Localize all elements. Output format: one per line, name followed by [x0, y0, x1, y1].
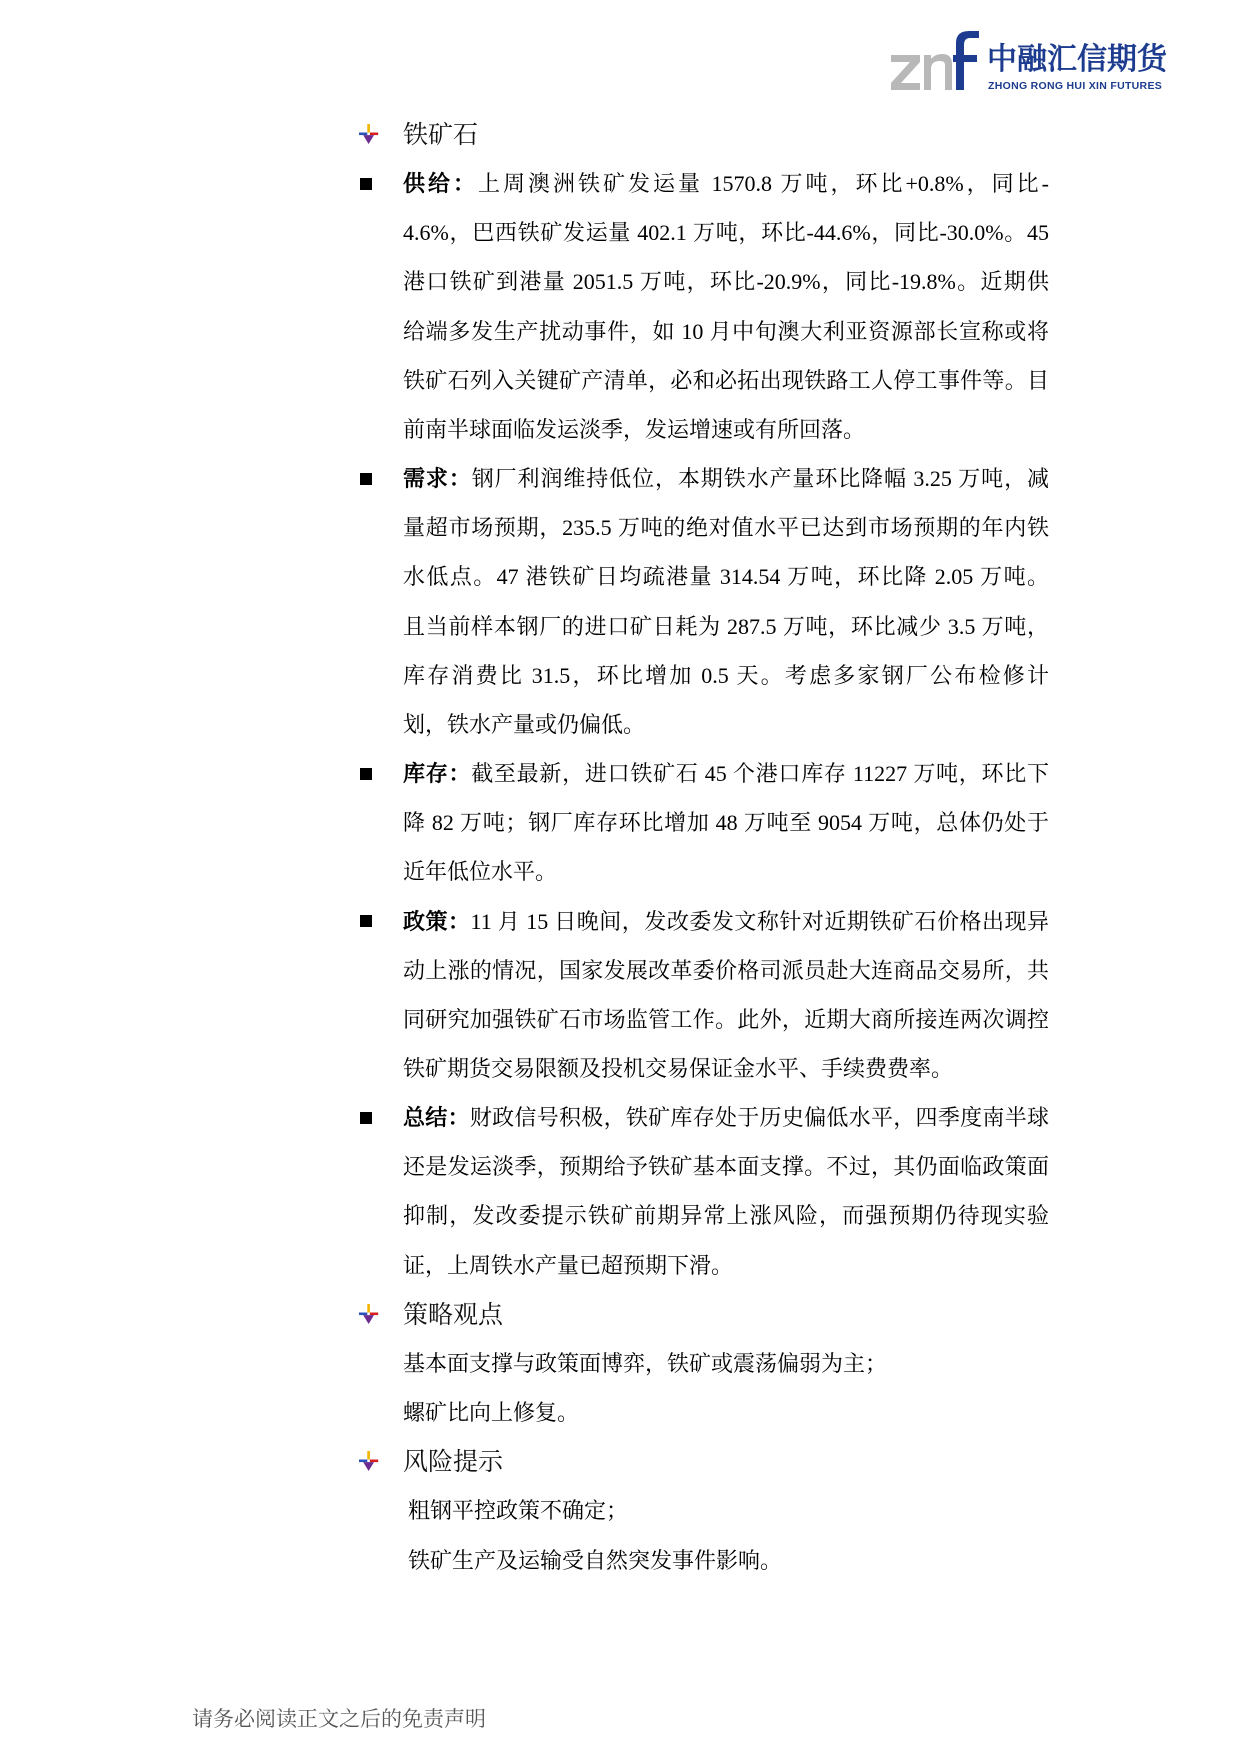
paragraph-line: 划，铁水产量或仍偏低。	[403, 711, 646, 737]
paragraph-label: 政策：	[403, 908, 471, 934]
company-logo	[889, 28, 1189, 94]
paragraph-line: 铁矿期货交易限额及投机交易保证金水平、手续费费率。	[403, 1055, 954, 1081]
four-color-arrow-bullet-icon	[358, 124, 379, 145]
paragraph-label: 需求：	[403, 466, 472, 492]
paragraph-line	[403, 159, 1049, 208]
risk-line: 粗钢平控政策不确定；	[408, 1498, 629, 1524]
paragraph-line	[403, 749, 1049, 798]
paragraph-text: 钢厂利润维持低位，本期铁水产量环比降幅 3.25 万吨，减	[471, 466, 1049, 492]
section-heading: 策略观点	[403, 1299, 504, 1329]
company-name-cn: 中融汇信期货	[987, 42, 1167, 77]
paragraph-text: 财政信号积极，铁矿库存处于历史偏低水平，四季度南半球	[469, 1105, 1049, 1131]
section-heading-risk	[0, 1437, 1241, 1486]
section-heading: 铁矿石	[403, 120, 479, 149]
paragraph-line: 库存消费比 31.5，环比增加 0.5 天。考虑多家钢厂公布检修计	[403, 662, 1049, 688]
paragraph-label: 总结：	[403, 1105, 470, 1131]
paragraph-row	[0, 1093, 1241, 1142]
strategy-line: 螺矿比向上修复。	[403, 1400, 580, 1426]
square-bullet-icon	[360, 915, 372, 927]
demand-paragraph	[0, 454, 1241, 749]
paragraph-line: 还是发运淡季，预期给予铁矿基本面支撑。不过，其仍面临政策面	[403, 1154, 1049, 1180]
paragraph-line: 给端多发生产扰动事件，如 10 月中旬澳大利亚资源部长宣称或将	[403, 318, 1049, 344]
paragraph-line: 证，上周铁水产量已超预期下滑。	[403, 1252, 734, 1278]
paragraph-line: 抑制，发改委提示铁矿前期异常上涨风险，而强预期仍待现实验	[403, 1203, 1049, 1229]
paragraph-label: 库存：	[403, 761, 472, 787]
paragraph-text: 截至最新，进口铁矿石 45 个港口库存 11227 万吨，环比下	[471, 761, 1049, 787]
paragraph-line: 且当前样本钢厂的进口矿日耗为 287.5 万吨，环比减少 3.5 万吨，	[403, 613, 1049, 639]
paragraph-line: 同研究加强铁矿石市场监管工作。此外，近期大商所接连两次调控	[403, 1006, 1049, 1032]
paragraph-row	[0, 454, 1241, 503]
paragraph-text: 上周澳洲铁矿发运量 1570.8 万吨，环比+0.8%，同比-	[478, 171, 1049, 197]
paragraph-line: 港口铁矿到港量 2051.5 万吨，环比-20.9%，同比-19.8%。近期供	[403, 269, 1049, 295]
logo-letter-n	[924, 54, 952, 90]
paragraph-line: 水低点。47 港铁矿日均疏港量 314.54 万吨，环比降 2.05 万吨。	[403, 564, 1049, 590]
paragraph-line	[403, 454, 1049, 503]
paragraph-line	[403, 897, 1049, 946]
strategy-line: 基本面支撑与政策面博弈，铁矿或震荡偏弱为主；	[403, 1350, 888, 1376]
four-color-arrow-bullet-icon	[358, 1304, 379, 1325]
strategy-block	[0, 1339, 1241, 1437]
risk-block	[0, 1486, 1241, 1584]
paragraph-line: 动上涨的情况，国家发展改革委价格司派员赴大连商品交易所，共	[403, 957, 1049, 983]
logo-letter-z	[891, 55, 920, 90]
paragraph-line: 近年低位水平。	[403, 859, 558, 885]
paragraph-line: 铁矿石列入关键矿产清单，必和必拓出现铁路工人停工事件等。目	[403, 367, 1049, 393]
disclaimer-footer: 请务必阅读正文之后的免责声明	[192, 1707, 486, 1731]
section-heading-strategy	[0, 1290, 1241, 1339]
paragraph-row	[0, 897, 1241, 946]
paragraph-label: 供给：	[403, 171, 478, 197]
square-bullet-icon	[360, 178, 372, 190]
four-color-arrow-bullet-icon	[358, 1451, 379, 1472]
company-name-en: ZHONG RONG HUI XIN FUTURES	[988, 80, 1163, 92]
paragraph-text: 11 月 15 日晚间，发改委发文称针对近期铁矿石价格出现异	[470, 908, 1049, 934]
paragraph-row	[0, 159, 1241, 208]
paragraph-line: 4.6%，巴西铁矿发运量 402.1 万吨，环比-44.6%，同比-30.0%。45	[403, 220, 1049, 246]
paragraph-row	[0, 749, 1241, 798]
logo-letter-f-bar	[953, 55, 977, 62]
risk-line: 铁矿生产及运输受自然突发事件影响。	[408, 1547, 783, 1573]
policy-paragraph	[0, 897, 1241, 1094]
square-bullet-icon	[360, 1112, 372, 1124]
paragraph-line: 量超市场预期，235.5 万吨的绝对值水平已达到市场预期的年内铁	[403, 515, 1049, 541]
summary-paragraph	[0, 1093, 1241, 1290]
square-bullet-icon	[360, 768, 372, 780]
paragraph-line: 前南半球面临发运淡季，发运增速或有所回落。	[403, 416, 866, 442]
supply-paragraph	[0, 159, 1241, 454]
report-body	[0, 110, 1241, 1585]
paragraph-line	[403, 1093, 1049, 1142]
inventory-paragraph	[0, 749, 1241, 896]
paragraph-line: 降 82 万吨；钢厂库存环比增加 48 万吨至 9054 万吨，总体仍处于	[403, 810, 1049, 836]
section-heading: 风险提示	[403, 1447, 504, 1477]
square-bullet-icon	[360, 473, 372, 485]
znf-logo-mark	[889, 28, 981, 92]
section-heading-iron-ore	[0, 110, 1241, 159]
